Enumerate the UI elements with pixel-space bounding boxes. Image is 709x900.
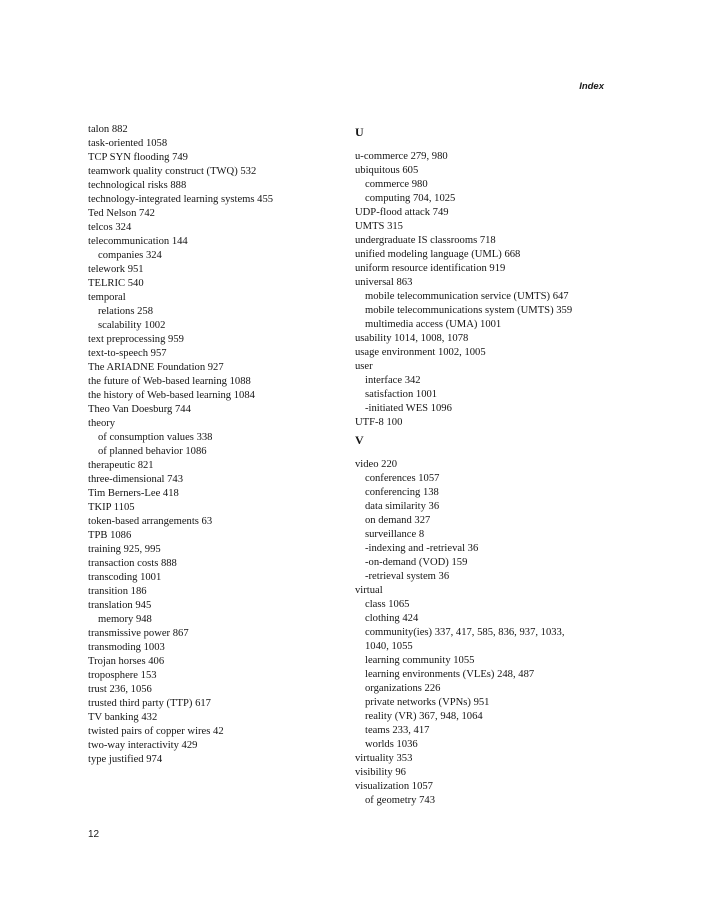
index-column-left — [88, 123, 338, 767]
index-entry: Theo Van Doesburg 744 — [88, 404, 191, 415]
index-entry: therapeutic 821 — [88, 460, 154, 471]
index-subentry: commerce 980 — [365, 179, 428, 190]
index-subentry: -on-demand (VOD) 159 — [365, 557, 468, 568]
index-subentry: computing 704, 1025 — [365, 193, 456, 204]
index-entry: TPB 1086 — [88, 530, 132, 541]
index-entry: trust 236, 1056 — [88, 684, 152, 695]
index-entry: video 220 — [355, 459, 398, 470]
running-head: Index — [579, 81, 604, 92]
index-entry: u-commerce 279, 980 — [355, 151, 448, 162]
page-number: 12 — [88, 829, 100, 840]
index-subentry: companies 324 — [98, 250, 162, 261]
index-entry: TELRIC 540 — [88, 278, 144, 289]
index-entry: transmoding 1003 — [88, 642, 165, 653]
index-subentry: of planned behavior 1086 — [98, 446, 207, 457]
index-subentry: of consumption values 338 — [98, 432, 213, 443]
index-subentry: satisfaction 1001 — [365, 389, 438, 400]
index-entry: text-to-speech 957 — [88, 348, 167, 359]
index-entry: task-oriented 1058 — [88, 138, 168, 149]
index-entry: TKIP 1105 — [88, 502, 135, 513]
index-subentry: conferences 1057 — [365, 473, 440, 484]
index-entry: technology-integrated learning systems 455 — [88, 194, 274, 205]
index-entry: visualization 1057 — [355, 781, 433, 792]
index-subentry: conferencing 138 — [365, 487, 439, 498]
index-entry: visibility 96 — [355, 767, 406, 778]
index-entry: talon 882 — [88, 124, 128, 135]
index-subentry: -initiated WES 1096 — [365, 403, 452, 414]
index-subentry: learning environments (VLEs) 248, 487 — [365, 669, 535, 680]
index-subentry: mobile telecommunications system (UMTS) 359 — [365, 305, 573, 316]
index-entry: trusted third party (TTP) 617 — [88, 698, 211, 709]
index-entry: text preprocessing 959 — [88, 334, 184, 345]
index-entry: twisted pairs of copper wires 42 — [88, 726, 224, 737]
index-entry: token-based arrangements 63 — [88, 516, 213, 527]
index-entry: usability 1014, 1008, 1078 — [355, 333, 469, 344]
section-letter: V — [355, 433, 364, 447]
section-letter: U — [355, 125, 364, 139]
index-entry: telecommunication 144 — [88, 236, 188, 247]
index-entry: universal 863 — [355, 277, 413, 288]
index-entry: Ted Nelson 742 — [88, 208, 155, 219]
index-entry: Trojan horses 406 — [88, 656, 165, 667]
index-subentry: clothing 424 — [365, 613, 419, 624]
index-subentry: reality (VR) 367, 948, 1064 — [365, 711, 483, 722]
index-subentry: mobile telecommunication service (UMTS) 647 — [365, 291, 569, 302]
index-entry: TV banking 432 — [88, 712, 158, 723]
index-entry: transmissive power 867 — [88, 628, 189, 639]
index-subentry: teams 233, 417 — [365, 725, 430, 736]
index-subentry: of geometry 743 — [365, 795, 436, 806]
index-entry: UMTS 315 — [355, 221, 403, 232]
index-entry: UTF-8 100 — [355, 417, 403, 428]
index-entry: UDP-flood attack 749 — [355, 207, 449, 218]
index-entry: Tim Berners-Lee 418 — [88, 488, 179, 499]
index-entry: type justified 974 — [88, 754, 163, 765]
index-subentry: -indexing and -retrieval 36 — [365, 543, 479, 554]
index-entry: the future of Web-based learning 1088 — [88, 376, 251, 387]
index-subentry: 1040, 1055 — [365, 641, 413, 652]
index-entry: troposphere 153 — [88, 670, 157, 681]
index-entry: unified modeling language (UML) 668 — [355, 249, 521, 260]
index-subentry: interface 342 — [365, 375, 421, 386]
index-entry: three-dimensional 743 — [88, 474, 184, 485]
index-subentry: relations 258 — [98, 306, 154, 317]
index-subentry: private networks (VPNs) 951 — [365, 697, 490, 708]
index-entry: virtuality 353 — [355, 753, 413, 764]
index-entry: uniform resource identification 919 — [355, 263, 506, 274]
index-subentry: memory 948 — [98, 614, 152, 625]
index-entry: translation 945 — [88, 600, 152, 611]
index-subentry: surveillance 8 — [365, 529, 425, 540]
index-subentry: scalability 1002 — [98, 320, 166, 331]
index-entry: telcos 324 — [88, 222, 132, 233]
index-subentry: multimedia access (UMA) 1001 — [365, 319, 502, 330]
index-entry: transaction costs 888 — [88, 558, 177, 569]
index-entry: the history of Web-based learning 1084 — [88, 390, 255, 401]
index-entry: virtual — [355, 585, 383, 596]
index-subentry: learning community 1055 — [365, 655, 475, 666]
index-entry: temporal — [88, 292, 126, 303]
index-entry: technological risks 888 — [88, 180, 187, 191]
index-entry: transition 186 — [88, 586, 147, 597]
index-entry: usage environment 1002, 1005 — [355, 347, 486, 358]
index-subentry: worlds 1036 — [365, 739, 418, 750]
index-entry: transcoding 1001 — [88, 572, 162, 583]
index-entry: ubiquitous 605 — [355, 165, 419, 176]
index-entry: teamwork quality construct (TWQ) 532 — [88, 166, 257, 177]
index-entry: two-way interactivity 429 — [88, 740, 198, 751]
index-subentry: on demand 327 — [365, 515, 431, 526]
index-entry: The ARIADNE Foundation 927 — [88, 362, 224, 373]
index-entry: theory — [88, 418, 116, 429]
index-subentry: class 1065 — [365, 599, 410, 610]
index-entry: telework 951 — [88, 264, 144, 275]
index-column-right — [355, 123, 625, 808]
index-entry: training 925, 995 — [88, 544, 161, 555]
index-entry: user — [355, 361, 373, 372]
index-subentry: community(ies) 337, 417, 585, 836, 937, 1033, — [365, 627, 565, 638]
index-subentry: organizations 226 — [365, 683, 441, 694]
index-entry: undergraduate IS classrooms 718 — [355, 235, 496, 246]
index-entry: TCP SYN flooding 749 — [88, 152, 188, 163]
index-subentry: data similarity 36 — [365, 501, 440, 512]
index-subentry: -retrieval system 36 — [365, 571, 450, 582]
